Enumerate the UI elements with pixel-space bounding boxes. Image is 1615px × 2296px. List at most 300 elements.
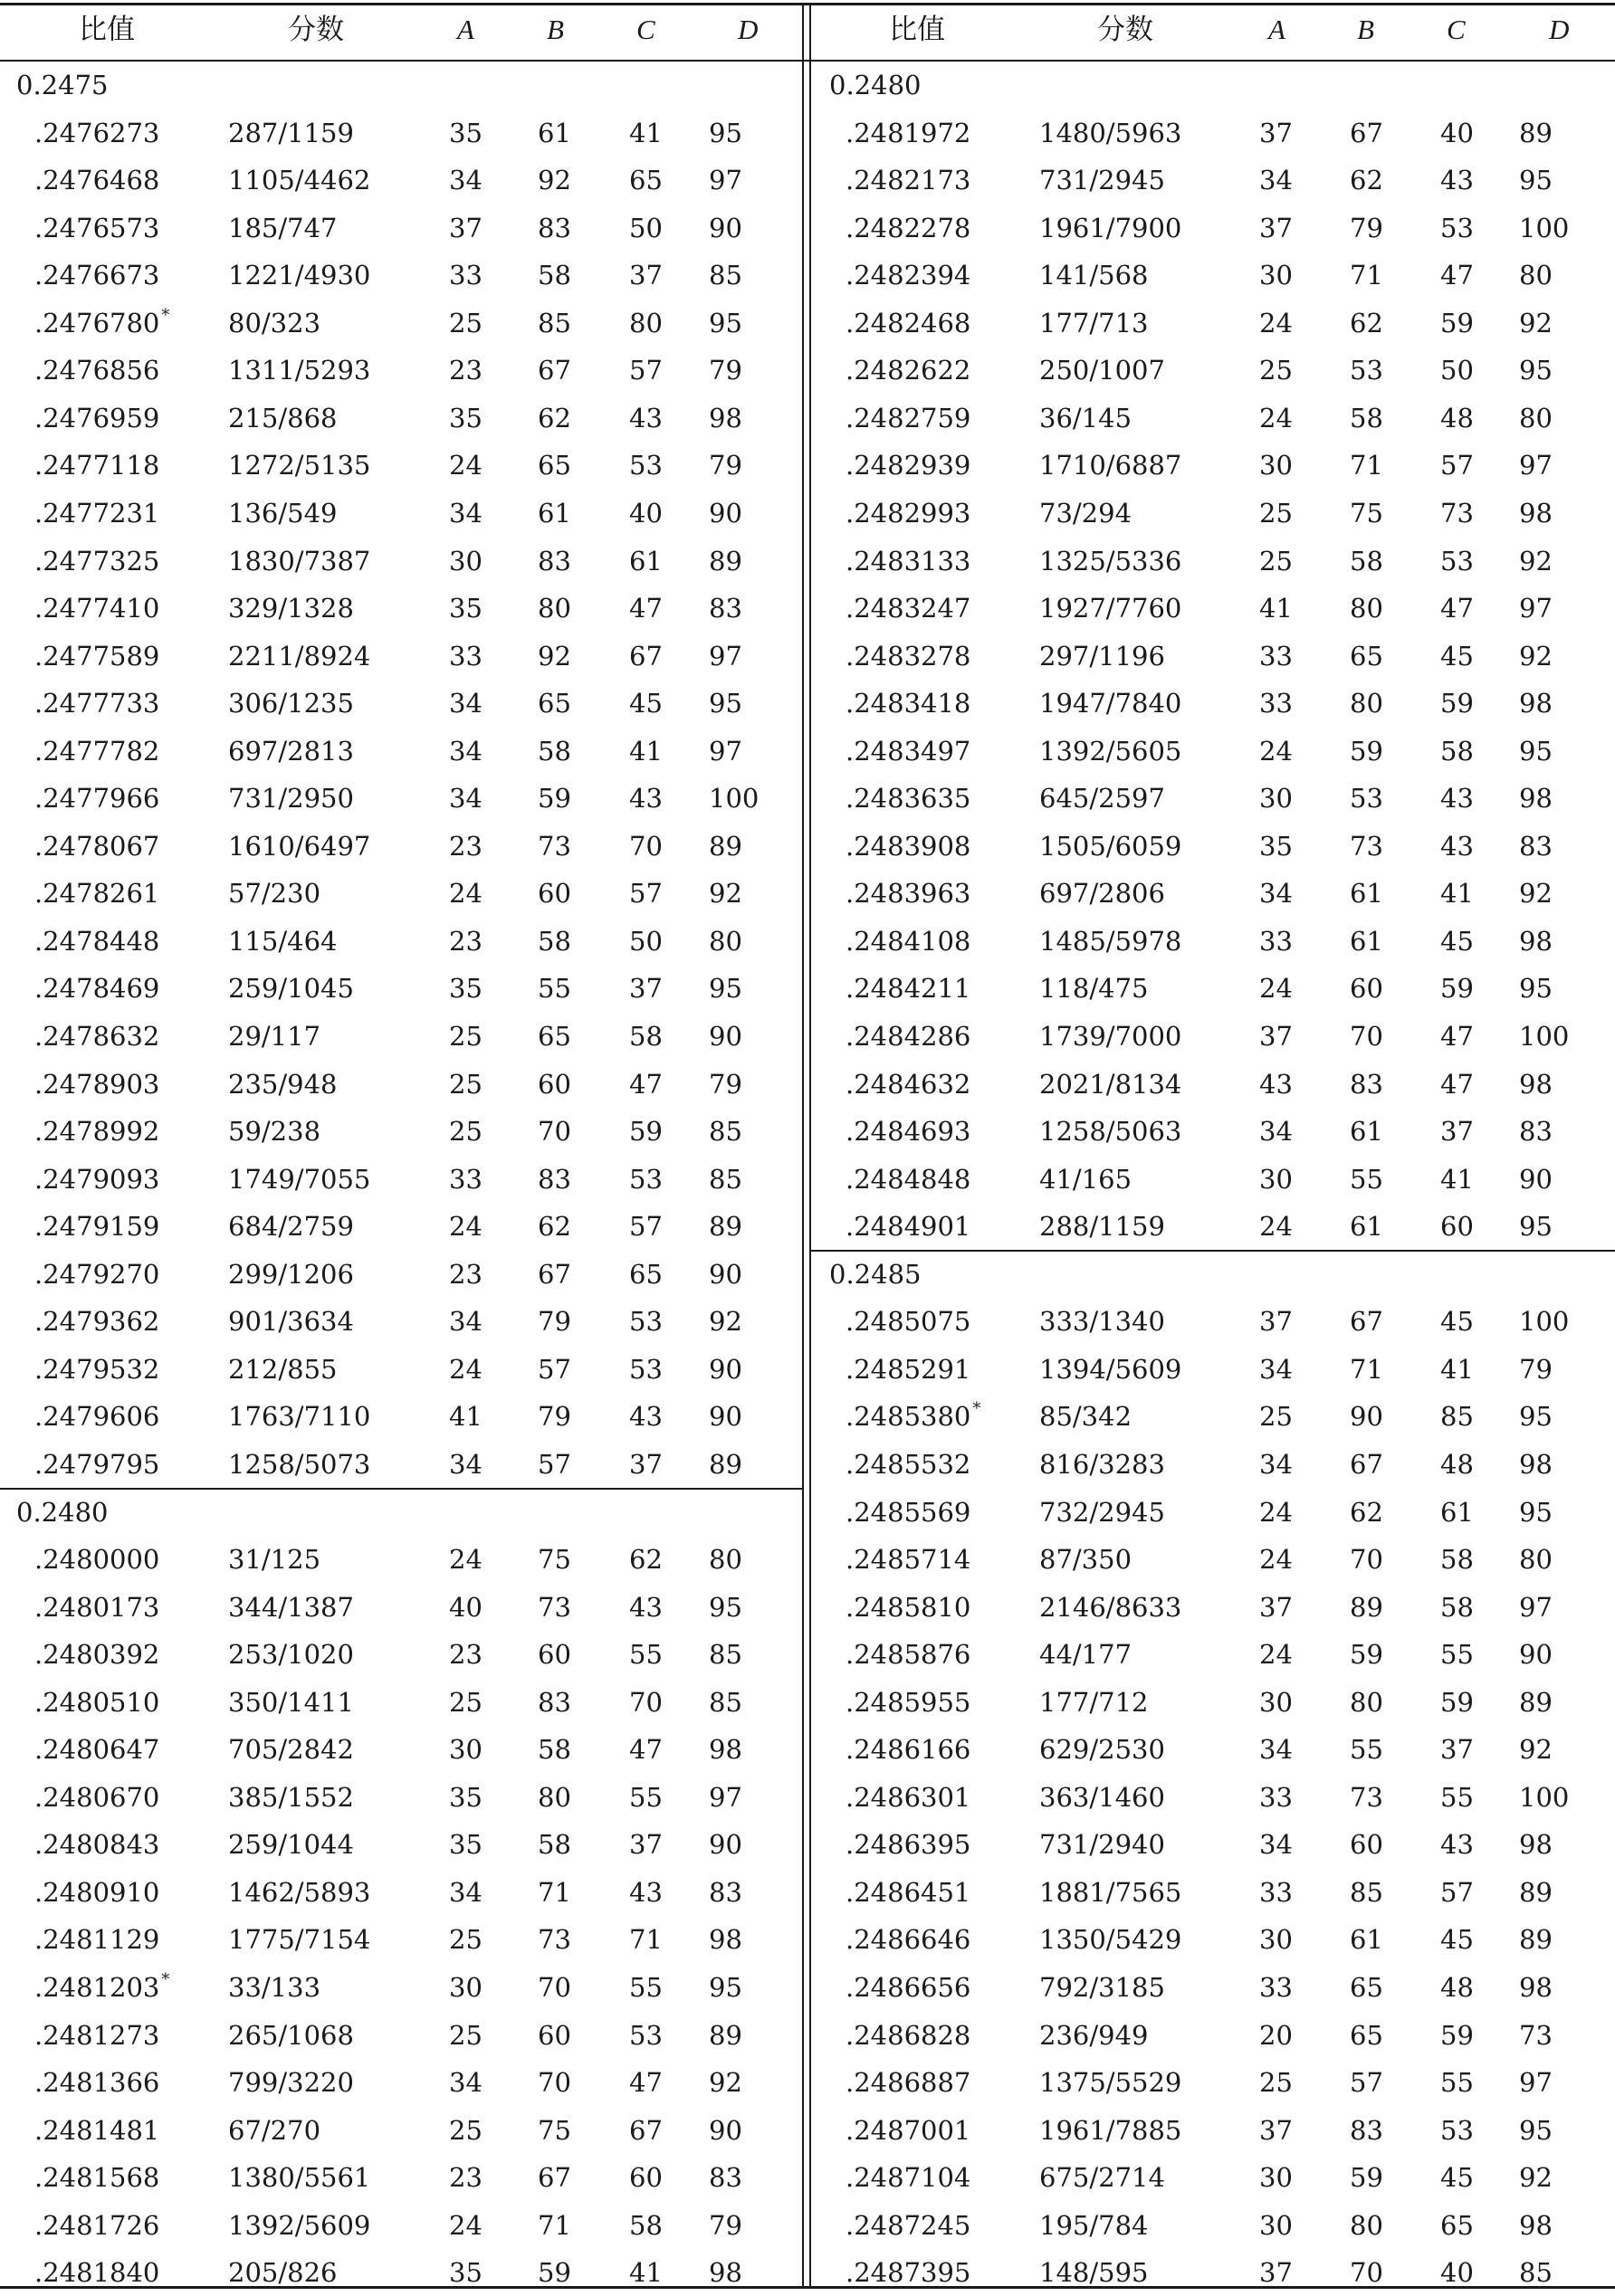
cell-ratio: .2482278 <box>846 212 971 243</box>
cell-c: 53 <box>1440 212 1474 243</box>
cell-a: 30 <box>1259 1924 1293 1956</box>
cell-ratio: .2486166 <box>846 1734 971 1766</box>
cell-b: 80 <box>1350 2209 1383 2241</box>
cell-c: 47 <box>629 1068 663 1100</box>
cell-b: 70 <box>1350 1544 1383 1576</box>
table-row <box>0 1203 1615 1250</box>
cell-b: 71 <box>538 1876 571 1908</box>
cell-ratio: .2483908 <box>846 830 971 862</box>
cell-fraction: 265/1068 <box>228 2019 354 2051</box>
cell-d: 98 <box>709 1924 742 1956</box>
table-row <box>0 1869 1615 1916</box>
cell-fraction: 1311/5293 <box>228 355 371 386</box>
cell-c: 41 <box>629 2257 663 2289</box>
cell-b: 67 <box>538 2162 571 2194</box>
cell-c: 53 <box>1440 545 1474 576</box>
cell-d: 97 <box>1519 593 1553 624</box>
cell-fraction: 212/855 <box>228 1353 338 1385</box>
cell-c: 60 <box>629 2162 663 2194</box>
cell-c: 58 <box>1440 1544 1474 1576</box>
cell-c: 48 <box>1440 1972 1474 2003</box>
cell-c: 48 <box>1440 1448 1474 1480</box>
cell-fraction: 288/1159 <box>1039 1211 1165 1243</box>
cell-a: 34 <box>449 688 483 719</box>
cell-fraction: 333/1340 <box>1039 1306 1165 1338</box>
cell-c: 57 <box>1440 1876 1474 1908</box>
header-ratio-right: 比值 <box>889 14 945 46</box>
cell-fraction: 136/549 <box>228 497 338 529</box>
cell-d: 95 <box>709 973 742 1005</box>
cell-c: 55 <box>629 1972 663 2003</box>
table-row <box>0 1679 1615 1726</box>
cell-c: 71 <box>629 1924 663 1956</box>
cell-a: 24 <box>1259 735 1293 767</box>
cell-ratio: .2476673 <box>34 260 160 291</box>
cell-c: 43 <box>629 1876 663 1908</box>
cell-d: 95 <box>1519 1211 1553 1243</box>
cell-fraction: 59/238 <box>228 1116 321 1148</box>
cell-ratio: .2481203 * <box>34 1970 170 2003</box>
cell-d: 90 <box>709 1353 742 1385</box>
table-row <box>0 775 1615 822</box>
cell-c: 40 <box>629 497 663 529</box>
cell-a: 33 <box>449 260 483 291</box>
cell-a: 34 <box>1259 1448 1293 1480</box>
cell-b: 75 <box>538 2114 571 2146</box>
table-row <box>0 110 1615 157</box>
cell-ratio: .2479606 <box>34 1401 160 1433</box>
table-row <box>0 347 1615 394</box>
header-fraction-right: 分数 <box>1097 14 1153 46</box>
table-row <box>0 2059 1615 2106</box>
cell-fraction: 33/133 <box>228 1972 321 2003</box>
cell-c: 41 <box>1440 1353 1474 1385</box>
cell-d: 80 <box>1519 1544 1553 1576</box>
cell-d: 92 <box>1519 640 1553 672</box>
table-row <box>0 538 1615 585</box>
cell-d: 90 <box>1519 1163 1553 1195</box>
cell-fraction: 1480/5963 <box>1039 117 1182 148</box>
cell-a: 24 <box>449 1211 483 1243</box>
cell-fraction: 1392/5609 <box>228 2209 371 2241</box>
cell-d: 95 <box>709 1972 742 2003</box>
cell-fraction: 148/595 <box>1039 2257 1149 2289</box>
cell-fraction: 36/145 <box>1039 402 1132 433</box>
table-row <box>0 1013 1615 1060</box>
group-separator-rule <box>811 1250 1615 1252</box>
cell-ratio: .2486828 <box>846 2019 971 2051</box>
table-row <box>0 1346 1615 1393</box>
table-row <box>0 2012 1615 2059</box>
cell-a: 24 <box>1259 1544 1293 1576</box>
cell-a: 33 <box>1259 640 1293 672</box>
cell-ratio: .2482759 <box>846 402 971 433</box>
cell-a: 30 <box>1259 783 1293 815</box>
cell-b: 83 <box>538 212 571 243</box>
cell-ratio: .2487245 <box>846 2209 971 2241</box>
cell-fraction: 215/868 <box>228 402 338 433</box>
cell-fraction: 29/117 <box>228 1021 321 1052</box>
cell-ratio: .2476856 <box>34 355 160 386</box>
cell-ratio: .2480392 <box>34 1639 160 1671</box>
cell-fraction: 901/3634 <box>228 1306 354 1338</box>
cell-a: 35 <box>449 593 483 624</box>
cell-ratio: .2483247 <box>846 593 971 624</box>
cell-fraction: 177/713 <box>1039 307 1149 338</box>
cell-fraction: 1462/5893 <box>228 1876 371 1908</box>
table-row <box>0 870 1615 917</box>
cell-a: 41 <box>449 1401 483 1433</box>
cell-d: 95 <box>1519 1401 1553 1433</box>
cell-ratio: .2482173 <box>846 165 971 196</box>
cell-a: 34 <box>449 2067 483 2099</box>
cell-b: 53 <box>1350 355 1383 386</box>
cell-c: 80 <box>629 307 663 338</box>
cell-fraction: 1258/5073 <box>228 1448 371 1480</box>
table-row <box>0 300 1615 347</box>
cell-a: 34 <box>1259 1734 1293 1766</box>
cell-ratio: .2483963 <box>846 878 971 910</box>
cell-b: 83 <box>538 545 571 576</box>
cell-a: 34 <box>449 735 483 767</box>
header-b-left: B <box>547 14 564 45</box>
cell-fraction: 236/949 <box>1039 2019 1149 2051</box>
cell-ratio: .2480647 <box>34 1734 160 1766</box>
cell-b: 61 <box>1350 1116 1383 1148</box>
cell-ratio: .2479270 <box>34 1258 160 1290</box>
cell-fraction: 80/323 <box>228 307 321 338</box>
table-row <box>0 728 1615 775</box>
cell-ratio: .2482622 <box>846 355 971 386</box>
cell-ratio: .2478067 <box>34 830 160 862</box>
cell-c: 47 <box>629 1734 663 1766</box>
cell-fraction: 1961/7900 <box>1039 212 1182 243</box>
cell-ratio: .2481972 <box>846 117 971 148</box>
cell-d: 95 <box>1519 973 1553 1005</box>
cell-c: 41 <box>1440 878 1474 910</box>
cell-fraction: 1394/5609 <box>1039 1353 1182 1385</box>
cell-d: 97 <box>709 735 742 767</box>
group-heading: 0.2485 <box>829 1258 922 1290</box>
cell-c: 53 <box>629 1306 663 1338</box>
group-heading: 0.2480 <box>829 70 922 100</box>
cell-c: 37 <box>1440 1116 1474 1148</box>
cell-c: 45 <box>629 688 663 719</box>
cell-b: 73 <box>1350 1781 1383 1813</box>
cell-a: 25 <box>449 1068 483 1100</box>
cell-a: 25 <box>1259 497 1293 529</box>
cell-d: 90 <box>709 497 742 529</box>
cell-b: 80 <box>1350 593 1383 624</box>
cell-c: 55 <box>629 1781 663 1813</box>
cell-c: 43 <box>1440 1829 1474 1861</box>
cell-ratio: .2487104 <box>846 2162 971 2194</box>
header-a-left: A <box>457 14 474 45</box>
header-a-right: A <box>1268 14 1285 45</box>
cell-a: 30 <box>1259 1686 1293 1718</box>
cell-b: 67 <box>1350 1306 1383 1338</box>
cell-a: 23 <box>449 925 483 957</box>
cell-ratio: .2480910 <box>34 1876 160 1908</box>
cell-c: 45 <box>1440 640 1474 672</box>
cell-d: 80 <box>709 1544 742 1576</box>
cell-b: 71 <box>1350 260 1383 291</box>
cell-c: 40 <box>1440 2257 1474 2289</box>
cell-c: 43 <box>1440 783 1474 815</box>
cell-d: 80 <box>709 925 742 957</box>
cell-ratio: .2483497 <box>846 735 971 767</box>
header-b-right: B <box>1357 14 1374 45</box>
cell-a: 23 <box>449 2162 483 2194</box>
cell-c: 58 <box>629 2209 663 2241</box>
cell-ratio: .2482993 <box>846 497 971 529</box>
cell-a: 24 <box>449 878 483 910</box>
table-row <box>0 823 1615 870</box>
cell-d: 83 <box>1519 830 1553 862</box>
cell-c: 61 <box>629 545 663 576</box>
cell-d: 90 <box>709 1829 742 1861</box>
cell-d: 90 <box>709 1401 742 1433</box>
cell-a: 37 <box>1259 117 1293 148</box>
cell-d: 100 <box>1519 1306 1570 1338</box>
cell-d: 97 <box>1519 450 1553 481</box>
cell-a: 35 <box>449 1781 483 1813</box>
cell-c: 47 <box>1440 593 1474 624</box>
cell-fraction: 350/1411 <box>228 1686 354 1718</box>
cell-c: 59 <box>1440 688 1474 719</box>
cell-b: 80 <box>1350 1686 1383 1718</box>
table-row <box>0 2249 1615 2296</box>
cell-fraction: 1325/5336 <box>1039 545 1182 576</box>
cell-ratio: .2486646 <box>846 1924 971 1956</box>
cell-b: 67 <box>1350 117 1383 148</box>
cell-ratio: .2476959 <box>34 402 160 433</box>
cell-a: 24 <box>449 2209 483 2241</box>
cell-d: 98 <box>1519 783 1553 815</box>
cell-b: 59 <box>538 2257 571 2289</box>
header-c-left: C <box>636 14 655 45</box>
cell-b: 53 <box>1350 783 1383 815</box>
cell-fraction: 1927/7760 <box>1039 593 1182 624</box>
table-row <box>0 1061 1615 1108</box>
cell-a: 35 <box>449 2257 483 2289</box>
cell-a: 34 <box>449 1306 483 1338</box>
cell-fraction: 645/2597 <box>1039 783 1165 815</box>
cell-d: 89 <box>709 1448 742 1480</box>
cell-b: 61 <box>538 497 571 529</box>
cell-ratio: .2477733 <box>34 688 160 719</box>
cell-a: 33 <box>1259 1781 1293 1813</box>
cell-d: 98 <box>1519 1829 1553 1861</box>
cell-b: 57 <box>538 1448 571 1480</box>
cell-b: 58 <box>538 260 571 291</box>
cell-d: 95 <box>709 688 742 719</box>
cell-ratio: .2479093 <box>34 1163 160 1195</box>
cell-ratio: .2481129 <box>34 1924 160 1956</box>
cell-d: 98 <box>1519 2209 1553 2241</box>
cell-b: 79 <box>1350 212 1383 243</box>
cell-a: 23 <box>449 355 483 386</box>
cell-a: 37 <box>1259 1021 1293 1052</box>
table-row <box>0 1821 1615 1868</box>
cell-c: 62 <box>629 1544 663 1576</box>
cell-ratio: .2481273 <box>34 2019 160 2051</box>
cell-d: 92 <box>709 878 742 910</box>
cell-c: 50 <box>1440 355 1474 386</box>
cell-fraction: 363/1460 <box>1039 1781 1165 1813</box>
cell-d: 79 <box>709 355 742 386</box>
cell-fraction: 732/2945 <box>1039 1496 1165 1528</box>
cell-ratio: .2481726 <box>34 2209 160 2241</box>
cell-c: 43 <box>629 402 663 433</box>
cell-a: 41 <box>1259 593 1293 624</box>
cell-fraction: 1610/6497 <box>228 830 371 862</box>
cell-fraction: 299/1206 <box>228 1258 354 1290</box>
cell-d: 100 <box>1519 1781 1570 1813</box>
cell-fraction: 250/1007 <box>1039 355 1165 386</box>
table-row <box>0 2154 1615 2201</box>
cell-b: 58 <box>1350 545 1383 576</box>
cell-ratio: .2478903 <box>34 1068 160 1100</box>
cell-c: 37 <box>629 1448 663 1480</box>
cell-a: 30 <box>449 1734 483 1766</box>
cell-c: 59 <box>1440 2019 1474 2051</box>
cell-fraction: 259/1044 <box>228 1829 354 1861</box>
cell-c: 45 <box>1440 1924 1474 1956</box>
cell-b: 62 <box>538 1211 571 1243</box>
cell-b: 61 <box>538 117 571 148</box>
cell-a: 34 <box>1259 1116 1293 1148</box>
cell-fraction: 1505/6059 <box>1039 830 1182 862</box>
cell-ratio: .2487001 <box>846 2114 971 2146</box>
cell-b: 73 <box>538 830 571 862</box>
table-row <box>0 1251 1615 1298</box>
cell-fraction: 177/712 <box>1039 1686 1149 1718</box>
cell-b: 57 <box>1350 2067 1383 2099</box>
cell-ratio: .2484632 <box>846 1068 971 1100</box>
cell-d: 79 <box>709 1068 742 1100</box>
cell-d: 100 <box>1519 1021 1570 1052</box>
cell-b: 62 <box>538 402 571 433</box>
cell-b: 61 <box>1350 1924 1383 1956</box>
cell-b: 67 <box>538 355 571 386</box>
cell-c: 47 <box>1440 260 1474 291</box>
cell-fraction: 675/2714 <box>1039 2162 1165 2194</box>
group-heading: 0.2480 <box>16 1496 109 1528</box>
cell-d: 90 <box>709 2114 742 2146</box>
cell-a: 34 <box>449 1448 483 1480</box>
cell-fraction: 57/230 <box>228 878 321 910</box>
cell-a: 25 <box>1259 1401 1293 1433</box>
cell-a: 37 <box>1259 2114 1293 2146</box>
cell-d: 92 <box>1519 1734 1553 1766</box>
cell-b: 65 <box>538 688 571 719</box>
cell-a: 35 <box>1259 830 1293 862</box>
header-ratio-left: 比值 <box>79 14 135 46</box>
cell-b: 60 <box>538 2019 571 2051</box>
cell-fraction: 1763/7110 <box>228 1401 371 1433</box>
cell-ratio: .2486887 <box>846 2067 971 2099</box>
cell-b: 65 <box>1350 2019 1383 2051</box>
cell-a: 25 <box>449 1021 483 1052</box>
cell-d: 92 <box>1519 878 1553 910</box>
cell-ratio: .2482468 <box>846 307 971 338</box>
cell-fraction: 115/464 <box>228 925 338 957</box>
cell-fraction: 1380/5561 <box>228 2162 371 2194</box>
cell-ratio: .2480173 <box>34 1591 160 1623</box>
cell-d: 89 <box>1519 1876 1553 1908</box>
cell-d: 97 <box>1519 2067 1553 2099</box>
cell-b: 65 <box>538 450 571 481</box>
cell-c: 43 <box>629 783 663 815</box>
cell-b: 59 <box>1350 1639 1383 1671</box>
cell-d: 79 <box>709 450 742 481</box>
cell-b: 85 <box>1350 1876 1383 1908</box>
cell-b: 57 <box>538 1353 571 1385</box>
cell-d: 97 <box>709 165 742 196</box>
cell-a: 24 <box>1259 973 1293 1005</box>
cell-b: 71 <box>538 2209 571 2241</box>
cell-a: 30 <box>1259 2162 1293 2194</box>
cell-ratio: .2483418 <box>846 688 971 719</box>
cell-ratio: .2478992 <box>34 1116 160 1148</box>
cell-b: 61 <box>1350 878 1383 910</box>
cell-fraction: 2211/8924 <box>228 640 371 672</box>
cell-d: 85 <box>1519 2257 1553 2289</box>
table-row <box>0 442 1615 489</box>
asterisk-mark: * <box>161 305 170 325</box>
cell-a: 30 <box>1259 450 1293 481</box>
cell-b: 58 <box>538 1829 571 1861</box>
cell-c: 47 <box>1440 1068 1474 1100</box>
cell-b: 67 <box>1350 1448 1383 1480</box>
cell-fraction: 1375/5529 <box>1039 2067 1182 2099</box>
cell-b: 70 <box>1350 1021 1383 1052</box>
cell-d: 90 <box>709 212 742 243</box>
cell-b: 83 <box>538 1686 571 1718</box>
cell-b: 59 <box>538 783 571 815</box>
cell-ratio: .2477231 <box>34 497 160 529</box>
cell-c: 59 <box>1440 307 1474 338</box>
cell-ratio: .2487395 <box>846 2257 971 2289</box>
cell-ratio: .2484286 <box>846 1021 971 1052</box>
cell-d: 85 <box>709 1639 742 1671</box>
cell-a: 34 <box>1259 1829 1293 1861</box>
cell-c: 73 <box>1440 497 1474 529</box>
cell-b: 67 <box>538 1258 571 1290</box>
header-d-right: D <box>1549 14 1570 45</box>
cell-b: 70 <box>538 2067 571 2099</box>
cell-c: 58 <box>629 1021 663 1052</box>
cell-c: 47 <box>629 593 663 624</box>
cell-fraction: 816/3283 <box>1039 1448 1165 1480</box>
cell-fraction: 792/3185 <box>1039 1972 1165 2003</box>
asterisk-mark: * <box>972 1399 981 1419</box>
cell-c: 50 <box>629 212 663 243</box>
cell-b: 71 <box>1350 450 1383 481</box>
cell-a: 30 <box>449 1972 483 2003</box>
cell-fraction: 799/3220 <box>228 2067 354 2099</box>
cell-a: 35 <box>449 117 483 148</box>
cell-c: 45 <box>1440 2162 1474 2194</box>
cell-c: 47 <box>1440 1021 1474 1052</box>
cell-c: 43 <box>629 1591 663 1623</box>
cell-ratio: .2476573 <box>34 212 160 243</box>
cell-d: 92 <box>709 2067 742 2099</box>
cell-c: 55 <box>1440 2067 1474 2099</box>
cell-ratio: .2478261 <box>34 878 160 910</box>
cell-c: 40 <box>1440 117 1474 148</box>
